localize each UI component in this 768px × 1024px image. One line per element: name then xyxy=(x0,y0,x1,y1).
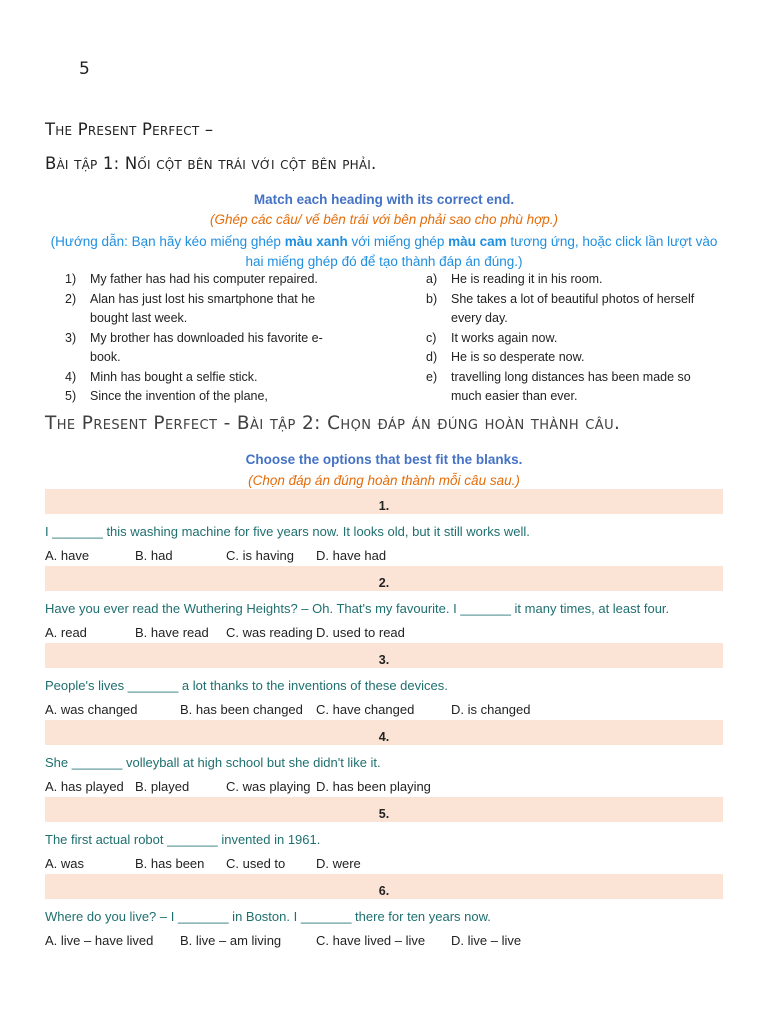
left-match-item-text: Alan has just lost his smartphone that he bought last week. xyxy=(90,291,316,325)
question-number: 4. xyxy=(45,720,723,745)
question-number: 6. xyxy=(45,874,723,899)
question-number: 2. xyxy=(45,566,723,591)
question-block xyxy=(45,643,723,720)
exercise2-instruction-en: Choose the options that best fit the blanks. xyxy=(245,452,523,467)
answer-option[interactable]: A. have xyxy=(45,548,90,563)
question-options xyxy=(45,617,723,643)
answer-option[interactable]: A. was xyxy=(45,856,85,871)
question-block xyxy=(45,797,723,874)
right-match-item[interactable] xyxy=(426,270,722,290)
guide-blue-label: màu xanh xyxy=(284,234,348,249)
left-match-item[interactable] xyxy=(65,270,345,290)
question-list xyxy=(45,489,723,951)
section-heading: The Present Perfect – xyxy=(45,120,214,139)
right-match-item-text: travelling long distances has been made so much easier than ever. xyxy=(451,369,691,403)
answer-option[interactable]: B. played xyxy=(135,779,190,794)
left-match-item-number: 2) xyxy=(65,291,77,306)
question-options xyxy=(45,848,723,874)
right-column xyxy=(426,270,722,407)
question-text: People's lives _______ a lot thanks to the inventions of these devices. xyxy=(45,678,448,693)
answer-option[interactable]: B. live – am living xyxy=(180,933,282,948)
right-match-item-text: He is so desperate now. xyxy=(451,350,585,364)
left-match-item[interactable] xyxy=(65,329,345,368)
question-options xyxy=(45,771,723,797)
answer-option[interactable]: A. has played xyxy=(45,779,124,794)
left-column xyxy=(65,270,345,407)
right-match-item[interactable] xyxy=(426,290,722,329)
right-match-item-number: c) xyxy=(426,330,437,345)
right-match-item-number: d) xyxy=(426,350,438,364)
answer-option[interactable]: C. was reading xyxy=(226,625,313,640)
answer-option[interactable]: D. were xyxy=(316,856,361,871)
exercise2-title: The Present Perfect - Bài tập 2: Chọn đáp án đúng hoàn thành câu. xyxy=(45,413,621,434)
guide-text: (Hướng dẫn: Bạn hãy kéo miếng ghép xyxy=(50,234,285,249)
answer-option[interactable]: B. have read xyxy=(135,625,209,640)
exercise2-instruction-vi: (Chọn đáp án đúng hoàn thành mỗi câu sau.) xyxy=(248,473,520,488)
question-options xyxy=(45,540,723,566)
left-match-item[interactable] xyxy=(65,290,345,329)
answer-option[interactable]: D. used to read xyxy=(316,625,405,640)
answer-option[interactable]: B. has been xyxy=(135,856,205,871)
question-block xyxy=(45,720,723,797)
left-match-item[interactable] xyxy=(65,387,345,407)
guide-text: với miếng ghép xyxy=(347,234,449,249)
guide-orange-label: màu cam xyxy=(448,234,507,249)
right-match-item[interactable] xyxy=(426,368,722,407)
question-number: 3. xyxy=(45,643,723,668)
question-text: She _______ volleyball at high school but she didn't like it. xyxy=(45,755,381,770)
question-options xyxy=(45,694,723,720)
answer-option[interactable]: B. had xyxy=(135,548,173,563)
question-number: 5. xyxy=(45,797,723,822)
right-match-item-number: b) xyxy=(426,291,438,306)
left-match-item-number: 5) xyxy=(65,389,77,403)
right-match-item-text: He is reading it in his room. xyxy=(451,272,603,286)
question-options xyxy=(45,925,723,951)
guide-text: tương ứng, hoặc click lần lượt vào hai miếng ghép đó để tạo thành đáp án đúng.) xyxy=(245,234,718,269)
exercise1-instruction-en: Match each heading with its correct end. xyxy=(253,192,515,207)
answer-option[interactable]: C. have lived – live xyxy=(316,933,426,948)
answer-option[interactable]: D. has been playing xyxy=(316,779,431,794)
question-text: The first actual robot _______ invented in 1961. xyxy=(45,832,321,847)
right-match-item[interactable] xyxy=(426,329,722,349)
right-match-item-text: It works again now. xyxy=(451,330,558,345)
exercise1-guide xyxy=(45,232,723,272)
question-text: I _______ this washing machine for five years now. It looks old, but it still works well. xyxy=(45,524,530,539)
left-match-item-number: 1) xyxy=(65,272,77,286)
answer-option[interactable]: A. read xyxy=(45,625,87,640)
question-text: Where do you live? – I _______ in Boston. I _______ there for ten years now. xyxy=(45,909,491,924)
left-match-item-text: My father has had his computer repaired. xyxy=(90,272,318,286)
question-block xyxy=(45,874,723,951)
left-match-item-number: 3) xyxy=(65,330,77,345)
question-number: 1. xyxy=(45,489,723,514)
page-number: 5 xyxy=(79,59,90,79)
answer-option[interactable]: C. used to xyxy=(226,856,286,871)
left-match-item-text: Minh has bought a selfie stick. xyxy=(90,369,258,384)
answer-option[interactable]: A. was changed xyxy=(45,702,138,717)
left-match-item-text: My brother has downloaded his favorite e-book. xyxy=(90,330,323,364)
right-match-item-number: e) xyxy=(426,369,438,384)
right-match-item-number: a) xyxy=(426,272,438,286)
question-block xyxy=(45,489,723,566)
answer-option[interactable]: D. have had xyxy=(316,548,387,563)
left-match-item-text: Since the invention of the plane, xyxy=(90,389,268,403)
answer-option[interactable]: A. live – have lived xyxy=(45,933,154,948)
answer-option[interactable]: C. have changed xyxy=(316,702,415,717)
exercise1-title: Bài tập 1: Nối cột bên trái với cột bên phải. xyxy=(45,154,377,173)
right-match-item[interactable] xyxy=(426,348,722,368)
right-match-item-text: She takes a lot of beautiful photos of herself every day. xyxy=(451,291,695,325)
exercise1-instruction-vi: (Ghép các câu/ vế bên trái với bên phải sao cho phù hợp.) xyxy=(209,212,559,227)
answer-option[interactable]: D. is changed xyxy=(451,702,531,717)
answer-option[interactable]: D. live – live xyxy=(451,933,522,948)
question-text: Have you ever read the Wuthering Heights? – Oh. That's my favourite. I _______ it many times, at least four. xyxy=(45,601,670,616)
question-block xyxy=(45,566,723,643)
answer-option[interactable]: B. has been changed xyxy=(180,702,303,717)
answer-option[interactable]: C. was playing xyxy=(226,779,311,794)
left-match-item[interactable] xyxy=(65,368,345,388)
answer-option[interactable]: C. is having xyxy=(226,548,294,563)
left-match-item-number: 4) xyxy=(65,369,77,384)
